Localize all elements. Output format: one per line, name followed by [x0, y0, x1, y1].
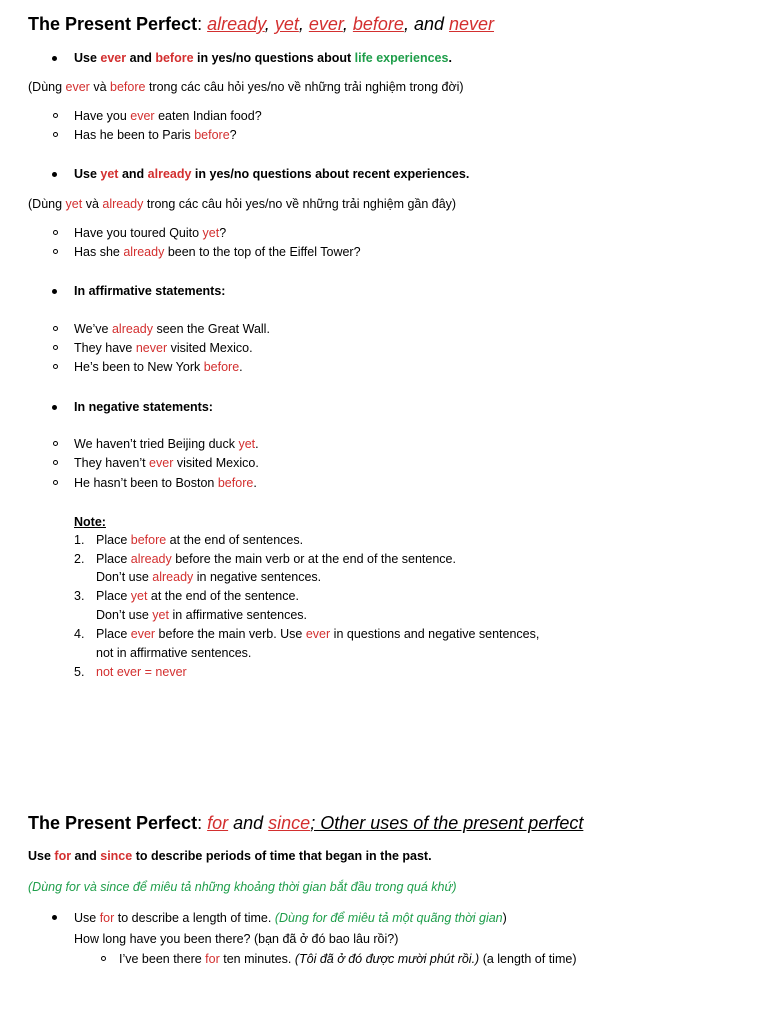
example-6: They have never visited Mexico. — [74, 341, 253, 355]
bullet-icon — [52, 172, 57, 177]
circle-bullet-icon — [53, 441, 58, 446]
circle-bullet-icon — [53, 345, 58, 350]
example-4: Has she already been to the top of the Eiffel Tower? — [74, 245, 361, 259]
circle-bullet-icon — [53, 460, 58, 465]
circle-bullet-icon — [53, 230, 58, 235]
note-2: Place already before the main verb or at the end of the sentence. — [96, 552, 456, 566]
circle-bullet-icon — [53, 113, 58, 118]
keyword-since: since — [268, 813, 311, 833]
example-10: He hasn’t been to Boston before. — [74, 476, 257, 490]
rule-yet-already: Use yet and already in yes/no questions about recent experiences. — [74, 167, 470, 181]
vietnamese-note-2: (Dùng yet và already trong các câu hỏi yes/no về những trải nghiệm gần đây) — [28, 197, 457, 211]
example-8: We haven’t tried Beijing duck yet. — [74, 437, 259, 451]
title-prefix: The Present Perfect — [28, 14, 198, 34]
circle-bullet-icon — [53, 364, 58, 369]
section1-title: The Present Perfect: already, yet, ever, before, and never — [28, 14, 495, 34]
note-4: Place ever before the main verb. Use ever in questions and negative sentences, — [96, 627, 540, 641]
bullet-icon — [52, 56, 57, 61]
keyword-already: already — [207, 14, 265, 34]
keyword-for: for — [207, 813, 229, 833]
circle-bullet-icon — [53, 249, 58, 254]
example-1: Have you ever eaten Indian food? — [74, 109, 262, 123]
circle-bullet-icon — [101, 956, 106, 961]
bullet-icon — [52, 915, 57, 920]
example-9: They haven’t ever visited Mexico. — [74, 456, 259, 470]
bullet-icon — [52, 289, 57, 294]
example-7: He’s been to New York before. — [74, 360, 243, 374]
note-3b: Don’t use yet in affirmative sentences. — [96, 608, 307, 622]
note-title: Note: — [74, 515, 106, 529]
keyword-never: never — [448, 14, 495, 34]
example-3: Have you toured Quito yet? — [74, 226, 227, 240]
negative-heading: In negative statements: — [74, 400, 213, 414]
for-since-rule: Use for and since to describe periods of time that began in the past. — [28, 849, 432, 863]
keyword-yet: yet — [274, 14, 299, 34]
for-example: I’ve been there for ten minutes. (Tôi đã ở đó được mười phút rồi.) (a length of time) — [119, 952, 577, 966]
for-length-rule: Use for to describe a length of time. (Dùng for để miêu tả một quãng thời gian) — [74, 911, 507, 925]
note-3: Place yet at the end of the sentence. — [96, 589, 299, 603]
circle-bullet-icon — [53, 480, 58, 485]
rule-ever-before: Use ever and before in yes/no questions about life experiences. — [74, 51, 452, 65]
question-example: How long have you been there? (bạn đã ở đó bao lâu rồi?) — [74, 932, 399, 946]
example-5: We’ve already seen the Great Wall. — [74, 322, 270, 336]
keyword-ever: ever — [308, 14, 343, 34]
note-5: not ever = never — [96, 665, 187, 679]
circle-bullet-icon — [53, 132, 58, 137]
keyword-before: before — [352, 14, 404, 34]
note-1: Place before at the end of sentences. — [96, 533, 304, 547]
example-2: Has he been to Paris before? — [74, 128, 237, 142]
note-4b: not in affirmative sentences. — [96, 646, 252, 660]
vietnamese-note-1: (Dùng ever và before trong các câu hỏi yes/no về những trải nghiệm trong đời) — [28, 80, 464, 94]
vietnamese-note-3: (Dùng for và since để miêu tả những khoảng thời gian bắt đầu trong quá khứ) — [28, 880, 457, 894]
note-2b: Don’t use already in negative sentences. — [96, 570, 322, 584]
bullet-icon — [52, 405, 57, 410]
affirmative-heading: In affirmative statements: — [74, 284, 226, 298]
section2-title: The Present Perfect: for and since; Other uses of the present perfect — [28, 813, 584, 833]
circle-bullet-icon — [53, 326, 58, 331]
